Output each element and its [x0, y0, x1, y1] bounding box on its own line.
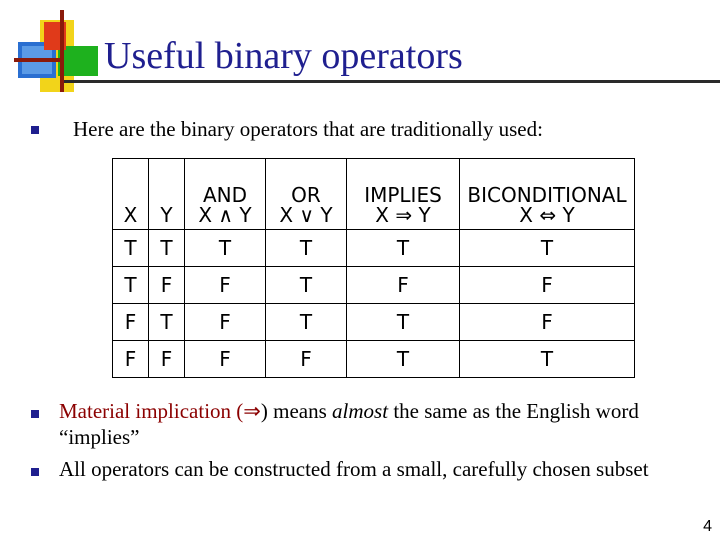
slide-title: Useful binary operators	[104, 35, 463, 77]
table-header-row	[113, 159, 635, 230]
header-x: X	[113, 159, 149, 230]
table-row	[113, 304, 635, 341]
bullet-operators-subset: All operators can be constructed from a small, carefully chosen subset	[59, 457, 649, 481]
emphasis-text: almost	[332, 399, 389, 423]
table-cell: T	[149, 304, 185, 341]
table-cell: T	[266, 304, 347, 341]
bullet-material-implication	[59, 398, 679, 450]
bullet-text: the same as the English word “implies”	[59, 399, 639, 449]
table-cell: F	[460, 304, 635, 341]
bullet-icon	[31, 468, 39, 476]
implies-symbol: ⇒	[243, 399, 261, 423]
intro-text: Here are the binary operators that are traditionally used:	[73, 117, 543, 141]
table-cell: F	[185, 267, 266, 304]
table-cell: T	[266, 230, 347, 267]
table-row	[113, 267, 635, 304]
table-cell: F	[149, 341, 185, 378]
table-cell: T	[347, 304, 460, 341]
bullet-text: ) means	[260, 399, 333, 423]
table-cell: F	[113, 304, 149, 341]
table-cell: F	[266, 341, 347, 378]
header-and: AND X ∧ Y	[185, 159, 266, 230]
table-cell: F	[149, 267, 185, 304]
table-cell: T	[185, 230, 266, 267]
page-number: 4	[703, 518, 712, 535]
table-row	[113, 341, 635, 378]
table-cell: T	[460, 341, 635, 378]
table-cell: T	[113, 230, 149, 267]
table-cell: F	[347, 267, 460, 304]
table-cell: T	[149, 230, 185, 267]
table-cell: T	[347, 341, 460, 378]
bullet-text-highlight: Material implication (	[59, 399, 244, 423]
table-cell: T	[460, 230, 635, 267]
table-cell: T	[113, 267, 149, 304]
table-cell: T	[266, 267, 347, 304]
table-cell: F	[113, 341, 149, 378]
table-cell: F	[185, 341, 266, 378]
table-cell: T	[347, 230, 460, 267]
decorative-logo	[0, 0, 110, 100]
header-or: OR X ∨ Y	[266, 159, 347, 230]
header-y: Y	[149, 159, 185, 230]
title-divider	[64, 80, 720, 83]
table-cell: F	[460, 267, 635, 304]
table-row	[113, 230, 635, 267]
header-biconditional: BICONDITIONAL X ⇔ Y	[460, 159, 635, 230]
bullet-icon	[31, 126, 39, 134]
table-cell: F	[185, 304, 266, 341]
header-implies: IMPLIES X ⇒ Y	[347, 159, 460, 230]
bullet-icon	[31, 410, 39, 418]
truth-table	[112, 158, 635, 378]
